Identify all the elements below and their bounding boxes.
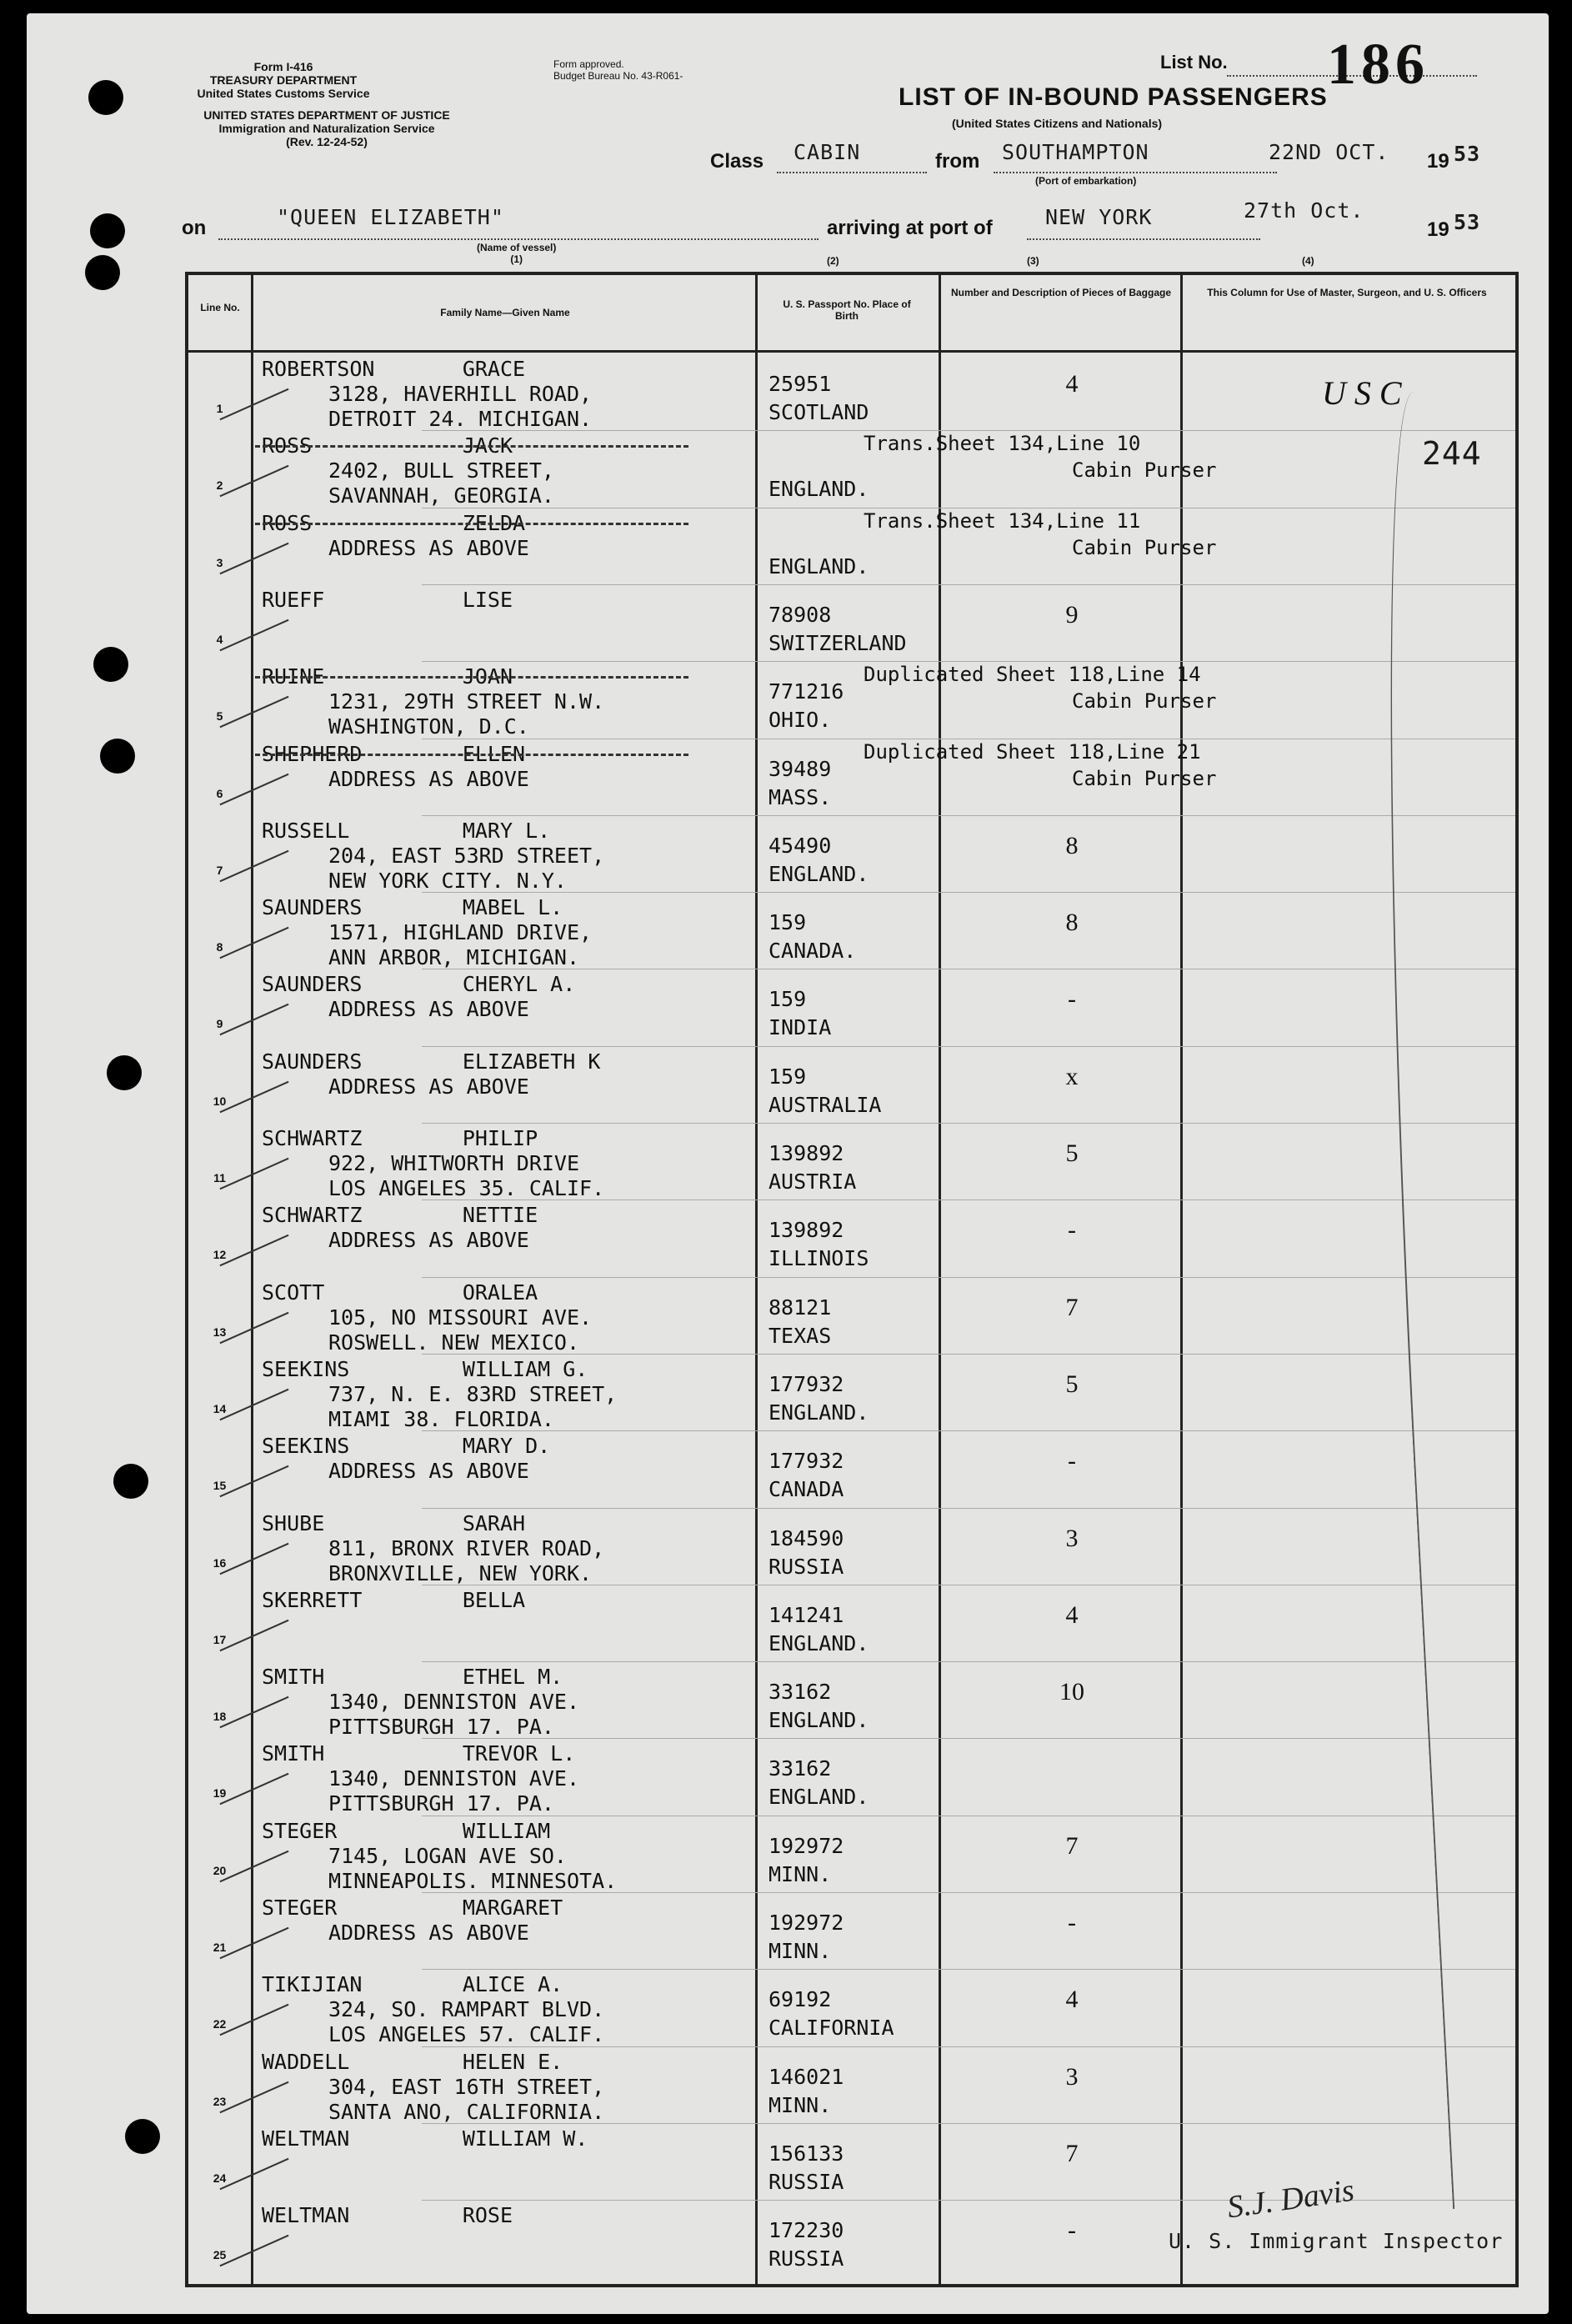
purser-note: Cabin Purser — [1072, 689, 1217, 714]
margin-line — [1358, 392, 1546, 2209]
place-of-birth: ENGLAND. — [768, 1785, 869, 1810]
row-divider — [422, 2123, 1515, 2124]
vessel-caption: (Name of vessel) (1) — [477, 242, 557, 265]
place-of-birth: MINN. — [768, 1861, 832, 1886]
baggage-count: - — [1068, 1216, 1076, 1245]
passenger-entry — [262, 1819, 617, 1894]
passport-number: 69192 — [768, 1987, 832, 2012]
depart-year: 53 — [1454, 142, 1481, 166]
passenger-address: 922, WHITWORTH DRIVE — [328, 1151, 580, 1175]
passenger-address: LOS ANGELES 35. CALIF. — [328, 1176, 605, 1200]
passenger-name: SMITH ETHEL M. — [262, 1665, 563, 1690]
col-header-name: Family Name—Given Name — [440, 307, 570, 318]
baggage-count: - — [1068, 2216, 1076, 2245]
arrival-year: 53 — [1454, 210, 1481, 234]
line-number: 16 — [213, 1555, 227, 1570]
col-divider — [251, 275, 253, 2284]
punch-hole — [93, 647, 128, 682]
place-of-birth: MASS. — [768, 784, 832, 809]
transfer-note: Trans.Sheet 134,Line 11 — [864, 508, 1141, 533]
place-of-birth: RUSSIA — [768, 2246, 844, 2271]
passenger-entry — [262, 2203, 513, 2228]
passenger-address: 204, EAST 53RD STREET, — [328, 843, 605, 868]
passenger-address: PITTSBURGH 17. PA. — [328, 1791, 554, 1816]
line-number: 5 — [216, 709, 223, 724]
strike-line — [255, 676, 688, 679]
passenger-address: 7145, LOGAN AVE SO. — [328, 1843, 567, 1868]
place-of-birth: CALIFORNIA — [768, 2016, 894, 2041]
place-of-birth: CANADA — [768, 1477, 844, 1502]
passenger-name: ROSS JACK — [262, 433, 513, 458]
line-number: 25 — [213, 2248, 227, 2262]
line-number: 7 — [216, 863, 223, 877]
passport-number: 184590 — [768, 1525, 844, 1550]
baggage-count: 8 — [1065, 909, 1079, 937]
passport-number: 172230 — [768, 2218, 844, 2243]
passenger-address: ANN ARBOR, MICHIGAN. — [328, 945, 580, 970]
depart-date: 22ND OCT. — [1269, 140, 1389, 164]
passenger-name: SKERRETT BELLA — [262, 1587, 526, 1612]
passenger-entry — [262, 1280, 592, 1355]
baggage-count: 7 — [1065, 2139, 1079, 2167]
approval-block: Form approved. Budget Bureau No. 43-R061- — [553, 58, 683, 82]
baggage-count: 5 — [1065, 1139, 1079, 1167]
inspector-signature: S.J. Davis — [1224, 2172, 1357, 2226]
passenger-name: SAUNDERS ELIZABETH K — [262, 1049, 601, 1074]
passenger-name: SEEKINS MARY D. — [262, 1434, 551, 1459]
line-number: 14 — [213, 1401, 227, 1415]
passenger-name: SCHWARTZ PHILIP — [262, 1126, 538, 1150]
passport-number: 192972 — [768, 1911, 844, 1935]
arrival-line — [1027, 238, 1260, 240]
from-value: SOUTHAMPTON — [1002, 140, 1149, 164]
place-of-birth: ENGLAND. — [768, 1400, 869, 1425]
passport-number: 159 — [768, 1064, 807, 1089]
punch-hole — [125, 2119, 160, 2154]
row-divider — [422, 661, 1515, 662]
passenger-entry — [262, 2126, 588, 2151]
depart-year-prefix: 19 — [1427, 150, 1449, 173]
strike-line — [255, 523, 688, 525]
baggage-count: 4 — [1065, 1600, 1079, 1629]
row-divider — [422, 1508, 1515, 1509]
baggage-count: 8 — [1065, 831, 1079, 859]
baggage-count: 9 — [1065, 600, 1079, 629]
line-number: 23 — [213, 2094, 227, 2108]
line-number: 2 — [216, 478, 223, 493]
place-of-birth: MINN. — [768, 2092, 832, 2117]
col-divider — [939, 275, 941, 2284]
class-label: Class — [710, 150, 764, 173]
row-divider — [422, 2046, 1515, 2047]
passport-number: 45490 — [768, 833, 832, 858]
passenger-address: 2402, BULL STREET, — [328, 458, 554, 483]
punch-hole — [85, 255, 120, 290]
row-divider — [422, 1738, 1515, 1739]
purser-note: Cabin Purser — [1072, 535, 1217, 559]
passport-number: 177932 — [768, 1371, 844, 1396]
passport-number: 33162 — [768, 1756, 832, 1781]
on-label: on — [182, 217, 207, 239]
row-divider — [422, 1354, 1515, 1355]
passenger-entry — [262, 1203, 538, 1253]
passport-number: 159 — [768, 910, 807, 935]
purser-note: Cabin Purser — [1072, 766, 1217, 790]
inspector-title: U. S. Immigrant Inspector — [1169, 2229, 1504, 2253]
passenger-address: ADDRESS AS ABOVE — [328, 1921, 529, 1945]
passenger-name: SAUNDERS MABEL L. — [262, 895, 563, 920]
passenger-name: RUEFF LISE — [262, 587, 513, 612]
place-of-birth: ENGLAND. — [768, 553, 869, 578]
list-no-value: 186 — [1327, 33, 1429, 97]
punch-hole — [90, 213, 125, 248]
passenger-entry — [262, 357, 592, 432]
passenger-address: 304, EAST 16TH STREET, — [328, 2074, 605, 2099]
punch-hole — [100, 739, 135, 774]
row-divider — [422, 1430, 1515, 1431]
place-of-birth: AUSTRALIA — [768, 1092, 882, 1117]
line-number: 8 — [216, 940, 223, 954]
passenger-address: ADDRESS AS ABOVE — [328, 766, 529, 791]
passenger-address: ADDRESS AS ABOVE — [328, 1074, 529, 1099]
col-header-line-no: Line No. — [200, 302, 240, 313]
passport-number: 139892 — [768, 1141, 844, 1165]
passenger-entry — [262, 1049, 600, 1099]
passenger-entry — [262, 1896, 563, 1946]
line-number: 11 — [213, 1171, 226, 1185]
row-divider — [422, 430, 1515, 431]
line-number: 12 — [213, 1248, 227, 1262]
arrival-year-prefix: 19 — [1427, 218, 1449, 241]
baggage-count: 3 — [1065, 1524, 1079, 1552]
strike-line — [255, 445, 688, 448]
passenger-name: STEGER WILLIAM — [262, 1818, 551, 1843]
line-number: 18 — [213, 1710, 227, 1724]
place-of-birth: ENGLAND. — [768, 861, 869, 886]
passenger-name: STEGER MARGARET — [262, 1896, 563, 1920]
arrival-date: 27th Oct. — [1244, 198, 1364, 223]
passenger-address: BRONXVILLE, NEW YORK. — [328, 1560, 593, 1585]
baggage-count: 7 — [1065, 1293, 1079, 1321]
passenger-address: 1231, 29TH STREET N.W. — [328, 689, 605, 714]
place-of-birth: ENGLAND. — [768, 1630, 869, 1655]
passenger-address: 1340, DENNISTON AVE. — [328, 1766, 580, 1791]
passenger-entry — [262, 742, 529, 792]
form-block: Form I-416 TREASURY DEPARTMENT United States Customs Service — [197, 60, 370, 100]
passenger-entry — [262, 1741, 579, 1816]
usc-annotation: USC — [1322, 374, 1410, 412]
place-of-birth: ILLINOIS — [768, 1246, 869, 1271]
col-num-3: (3) — [1027, 255, 1039, 267]
place-of-birth: AUSTRIA — [768, 1170, 857, 1194]
passenger-name: ROBERTSON GRACE — [262, 357, 526, 381]
passenger-name: RUSSELL MARY L. — [262, 818, 551, 843]
line-number: 9 — [216, 1017, 223, 1031]
passenger-name: SAUNDERS CHERYL A. — [262, 972, 576, 997]
col-header-officers: This Column for Use of Master, Surgeon, and U. S. Officers — [1207, 287, 1487, 298]
line-number: 10 — [213, 1094, 227, 1108]
baggage-count: 10 — [1059, 1678, 1084, 1706]
passenger-address: ROSWELL. NEW MEXICO. — [328, 1330, 580, 1355]
page-subtitle: (United States Citizens and Nationals) — [952, 117, 1163, 130]
passenger-address: ADDRESS AS ABOVE — [328, 1228, 529, 1253]
place-of-birth: SWITZERLAND — [768, 630, 907, 655]
row-divider — [422, 584, 1515, 585]
baggage-count: x — [1065, 1062, 1079, 1090]
arriving-label: arriving at port of — [827, 217, 993, 239]
passenger-name: SCHWARTZ NETTIE — [262, 1203, 538, 1228]
passenger-entry — [262, 1972, 604, 2047]
transfer-note: Trans.Sheet 134,Line 10 — [864, 432, 1141, 456]
row-divider — [422, 1892, 1515, 1893]
place-of-birth: INDIA — [768, 1015, 832, 1040]
passenger-address: 1340, DENNISTON AVE. — [328, 1690, 580, 1715]
baggage-count: 3 — [1065, 2062, 1079, 2091]
passenger-entry — [262, 1357, 617, 1432]
col-divider — [1180, 275, 1183, 2284]
passenger-entry — [262, 1511, 604, 1586]
passenger-address: PITTSBURGH 17. PA. — [328, 1715, 554, 1740]
line-number: 19 — [213, 1786, 227, 1801]
passenger-address: MIAMI 38. FLORIDA. — [328, 1406, 554, 1431]
passenger-name: ROSS ZELDA — [262, 510, 526, 535]
col-num-2: (2) — [827, 255, 839, 267]
passenger-address: SANTA ANO, CALIFORNIA. — [328, 2099, 605, 2124]
passenger-entry — [262, 972, 575, 1022]
passport-number: 88121 — [768, 1295, 832, 1320]
count-annotation: 244 — [1422, 435, 1482, 472]
purser-note: Cabin Purser — [1072, 458, 1217, 483]
passenger-entry — [262, 588, 513, 613]
from-line — [994, 172, 1277, 173]
passport-number: 139892 — [768, 1218, 844, 1243]
passenger-name: SHEPHERD ELLEN — [262, 741, 526, 766]
place-of-birth: RUSSIA — [768, 2169, 844, 2194]
passport-number: 78908 — [768, 602, 832, 627]
passenger-address: 3128, HAVERHILL ROAD, — [328, 382, 593, 406]
passenger-entry — [262, 2050, 604, 2125]
baggage-count: 5 — [1065, 1370, 1079, 1398]
passenger-name: SEEKINS WILLIAM G. — [262, 1356, 588, 1381]
doj-block: UNITED STATES DEPARTMENT OF JUSTICE Immigration and Naturalization Service (Rev. 12-24-52) — [203, 108, 450, 148]
passenger-address: ADDRESS AS ABOVE — [328, 1459, 529, 1484]
line-number: 21 — [213, 1941, 227, 1954]
row-divider — [422, 1123, 1515, 1124]
row-divider — [422, 892, 1515, 893]
passenger-name: RUINE JOAN — [262, 664, 513, 689]
passenger-name: TIKIJIAN ALICE A. — [262, 1972, 563, 1997]
place-of-birth: OHIO. — [768, 708, 832, 733]
line-number: 13 — [213, 1325, 227, 1339]
list-no-label: List No. — [1160, 52, 1228, 73]
line-number: 24 — [213, 2171, 227, 2185]
passenger-address: MINNEAPOLIS. MINNESOTA. — [328, 1868, 618, 1893]
place-of-birth: SCOTLAND — [768, 400, 869, 424]
place-of-birth: RUSSIA — [768, 1554, 844, 1579]
row-divider — [422, 1046, 1515, 1047]
passenger-entry — [262, 895, 592, 970]
line-number: 3 — [216, 555, 223, 569]
passport-number: 771216 — [768, 679, 844, 704]
vessel-line — [218, 238, 819, 240]
passenger-address: ADDRESS AS ABOVE — [328, 535, 529, 560]
passenger-entry — [262, 511, 529, 561]
strike-line — [255, 754, 688, 756]
baggage-count: - — [1068, 1447, 1076, 1475]
passenger-entry — [262, 819, 604, 894]
punch-hole — [88, 80, 123, 115]
passenger-address: SAVANNAH, GEORGIA. — [328, 483, 554, 508]
baggage-count: - — [1068, 1909, 1076, 1936]
passenger-name: WADDELL HELEN E. — [262, 2049, 563, 2074]
line-number: 4 — [216, 632, 223, 646]
passenger-address: DETROIT 24. MICHIGAN. — [328, 407, 593, 431]
passenger-entry — [262, 1434, 550, 1484]
line-number: 17 — [213, 1632, 227, 1646]
passenger-address: ADDRESS AS ABOVE — [328, 997, 529, 1022]
passport-number: 156133 — [768, 2141, 844, 2166]
from-label: from — [935, 150, 980, 173]
place-of-birth: ENGLAND. — [768, 477, 869, 502]
row-divider — [422, 1277, 1515, 1278]
passport-number: 159 — [768, 987, 807, 1012]
baggage-count: - — [1068, 985, 1076, 1014]
transfer-note: Duplicated Sheet 118,Line 21 — [864, 739, 1201, 764]
passenger-address: 105, NO MISSOURI AVE. — [328, 1305, 593, 1330]
passport-number: 25951 — [768, 372, 832, 396]
punch-hole — [107, 1055, 142, 1090]
line-number: 15 — [213, 1479, 227, 1493]
passport-number: 146021 — [768, 2064, 844, 2089]
passport-number: 39489 — [768, 756, 832, 781]
line-number: 1 — [216, 402, 223, 415]
line-number: 20 — [213, 1863, 227, 1877]
col-divider — [755, 275, 758, 2284]
passenger-name: SHUBE SARAH — [262, 1510, 526, 1535]
line-number: 6 — [216, 786, 223, 800]
transfer-note: Duplicated Sheet 118,Line 14 — [864, 663, 1201, 687]
passenger-address: 811, BRONX RIVER ROAD, — [328, 1535, 605, 1560]
row-divider — [422, 815, 1515, 816]
passenger-address: 1571, HIGHLAND DRIVE, — [328, 920, 593, 945]
class-line — [777, 172, 927, 173]
place-of-birth: MINN. — [768, 1939, 832, 1963]
passenger-entry — [262, 1588, 525, 1613]
class-value: CABIN — [794, 140, 861, 164]
punch-hole — [113, 1464, 148, 1499]
passenger-address: 324, SO. RAMPART BLVD. — [328, 1997, 605, 2022]
passenger-address: 737, N. E. 83RD STREET, — [328, 1381, 618, 1406]
passport-number: 192972 — [768, 1833, 844, 1858]
col-header-baggage: Number and Description of Pieces of Baggage — [950, 287, 1172, 298]
row-divider — [422, 1969, 1515, 1970]
passenger-address: WASHINGTON, D.C. — [328, 714, 529, 739]
place-of-birth: ENGLAND. — [768, 1708, 869, 1733]
baggage-count: 4 — [1065, 1986, 1079, 2014]
baggage-count: 4 — [1065, 370, 1079, 398]
page-title: LIST OF IN-BOUND PASSENGERS — [899, 83, 1328, 111]
passenger-address: LOS ANGELES 57. CALIF. — [328, 2022, 605, 2047]
passenger-address: NEW YORK CITY. N.Y. — [328, 868, 567, 893]
place-of-birth: TEXAS — [768, 1323, 832, 1348]
header-divider — [188, 350, 1515, 353]
passport-number: 141241 — [768, 1602, 844, 1627]
col-header-passport: U. S. Passport No. Place of Birth — [783, 298, 911, 322]
row-divider — [422, 1661, 1515, 1662]
baggage-count: 7 — [1065, 1831, 1079, 1860]
passenger-table — [185, 272, 1519, 2287]
port-caption: (Port of embarkation) — [1035, 175, 1137, 187]
passenger-entry — [262, 1665, 579, 1740]
passenger-name: WELTMAN WILLIAM W. — [262, 2126, 588, 2151]
passenger-entry — [262, 1126, 604, 1201]
col-num-4: (4) — [1302, 255, 1314, 267]
arrival-port: NEW YORK — [1045, 205, 1153, 229]
passenger-name: SMITH TREVOR L. — [262, 1741, 576, 1766]
passenger-name: SCOTT ORALEA — [262, 1280, 538, 1305]
manifest-page — [27, 13, 1549, 2314]
place-of-birth: CANADA. — [768, 939, 857, 964]
passport-number: 177932 — [768, 1449, 844, 1474]
passport-number: 33162 — [768, 1680, 832, 1705]
passenger-name: WELTMAN ROSE — [262, 2203, 513, 2228]
vessel-name: "QUEEN ELIZABETH" — [277, 205, 504, 229]
line-number: 22 — [213, 2017, 227, 2031]
